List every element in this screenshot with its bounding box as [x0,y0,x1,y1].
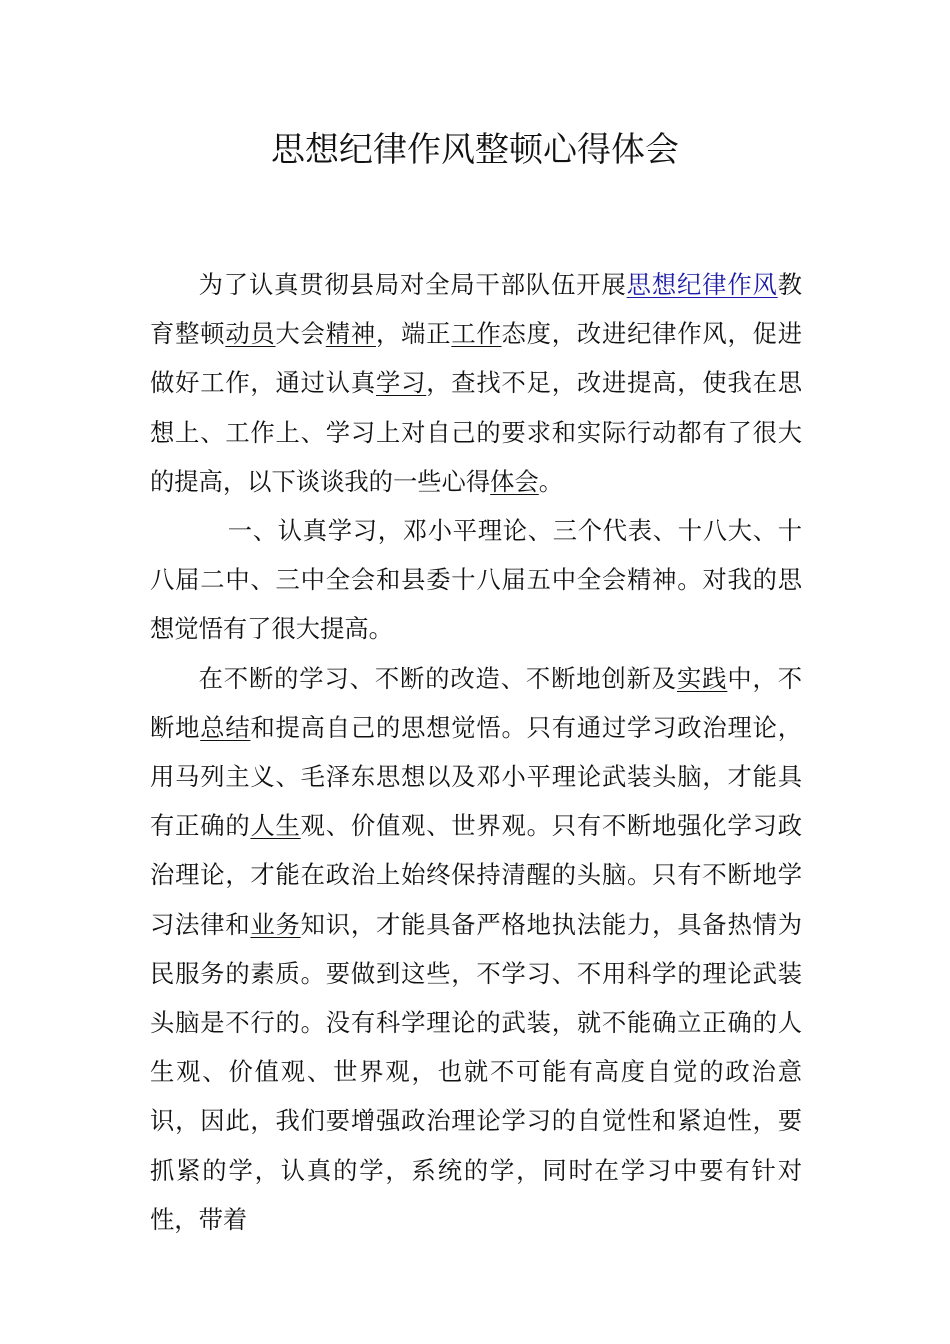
underlined-term: 精神 [325,319,376,349]
text-run: 大会 [275,319,326,349]
text-run: ，查找不足，改进提高，使我在思想上、工作上、学习上对自己的要求和实际行动都有了很大的提高，以下谈谈我的一些心得 [150,368,803,496]
paragraph-section-one: 一、认真学习，邓小平理论、三个代表、十八大、十八届二中、三中全会和县委十八届五中全会精神。对我的思想觉悟有了很大提高。 [150,516,802,644]
underlined-term: 业务 [250,909,301,939]
text-run: 观、价值观、世界观。只有不断地强化学习政治理论，才能在政治上始终保持清醒的头脑。只有不断地学习法律和 [150,811,803,939]
text-run: 中，不断地 [150,663,803,742]
paragraph-intro [150,260,802,506]
text-run: 教育整顿 [150,270,803,349]
text-run: 知识，才能具备严格地执法能力，具备热情为民服务的素质。要做到这些，不学习、不用科学的理论武装头脑是不行的。没有科学理论的武装，就不能确立正确的人生观、价值观、世界观，也就不可能有高度自觉的政治意识，因此，我们要增强政治理论学习的自觉性和紧迫性，要抓紧的学，认真的学，系统的学，同时在学习中要有针对性，带着 [150,909,803,1234]
underlined-term: 体会 [490,466,539,496]
text-run: 。 [538,466,564,496]
text-run: 为了认真贯彻县局对全局干部队伍开展 [198,270,627,299]
underlined-term: 人生 [250,811,301,841]
hyperlink-discipline-style[interactable]: 思想纪律作风 [626,270,778,299]
underlined-term: 实践 [677,663,728,693]
document-body [150,260,802,1244]
underlined-term: 总结 [200,712,251,742]
underlined-term: 工作 [451,319,502,349]
document-title: 思想纪律作风整顿心得体会 [271,130,679,170]
text-run: 在不断的学习、不断的改造、不断地创新及 [198,663,677,693]
underlined-term: 学习 [375,368,427,398]
text-run: ，端正 [375,319,452,349]
text-run: 态度，改进纪律作风，促进做好工作，通过认真 [150,319,803,398]
paragraph-study-practice [150,654,802,1244]
underlined-term: 动员 [225,319,276,349]
text-run: 和提高自己的思想觉悟。只有通过学习政治理论，用马列主义、毛泽东思想以及邓小平理论武装头脑，才能具有正确的 [150,712,803,841]
